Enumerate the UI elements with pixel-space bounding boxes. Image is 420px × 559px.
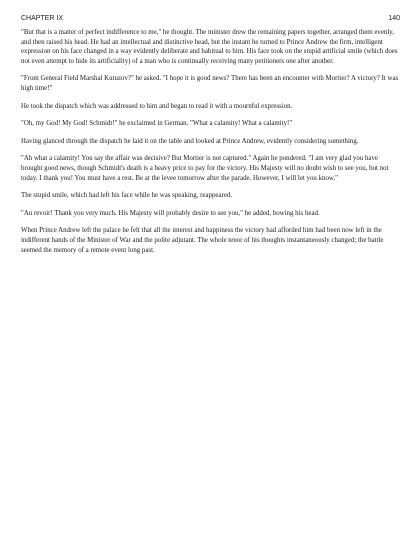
paragraph: Having glanced through the dispatch he laid it on the table and looked at Prince Andrew, evidently considering something. (21, 137, 359, 145)
running-head (21, 13, 400, 25)
paragraph: "Oh, my God! My God! Schmidt!" he exclaimed in German. "What a calamity! What a calamity!" (21, 120, 293, 128)
paragraph: "From General Field Marshal Kutuzov?" he asked. "I hope it is good news? There has been an encounter with Mortier? A victory? It was high time!" (21, 75, 399, 92)
paragraph: "Au revoir! Thank you very much. His Majesty will probably desire to see you," he added, bowing his head. (21, 209, 320, 217)
paragraph: When Prince Andrew left the palace he felt that all the interest and happiness the victory had afforded him had been now left in the indifferent hands of the Minister of War and the polite adjutant. The whole tenor of his thoughts instantaneously changed; the battle seemed the memory of a remote event long past. (21, 227, 384, 254)
paragraph: He took the dispatch which was addressed to him and began to read it with a mournful expression. (21, 102, 293, 110)
body-text (21, 28, 399, 263)
page-number: 140 (388, 15, 400, 22)
paragraph: "Ah what a calamity! You say the affair was decisive? But Mortier is not captured." Again he pondered. "I am very glad you have brought good news, though Schmidt's death is a heavy price to pay for the victory. His Majesty will no doubt wish to see you, but not today. I thank you! You must have a rest. Be at the levee tomorrow after the parade. However, I will let you know." (21, 155, 389, 182)
chapter-heading: CHAPTER IX (21, 15, 64, 22)
paragraph: "But that is a matter of perfect indifference to me," he thought. The minister drew the remaining papers together, arranged them evenly, and then raised his head. He had an intellectual and distinctive head, but the instant he turned to Prince Andrew the firm, intelligent expression on his face changed in a way evidently deliberate and habitual to him. His face took on the stupid artificial smile (which does not even attempt to hide its artificiality) of a man who is continually receiving many petitioners one after another. (21, 29, 398, 65)
paragraph: The stupid smile, which had left his face while he was speaking, reappeared. (21, 192, 233, 200)
